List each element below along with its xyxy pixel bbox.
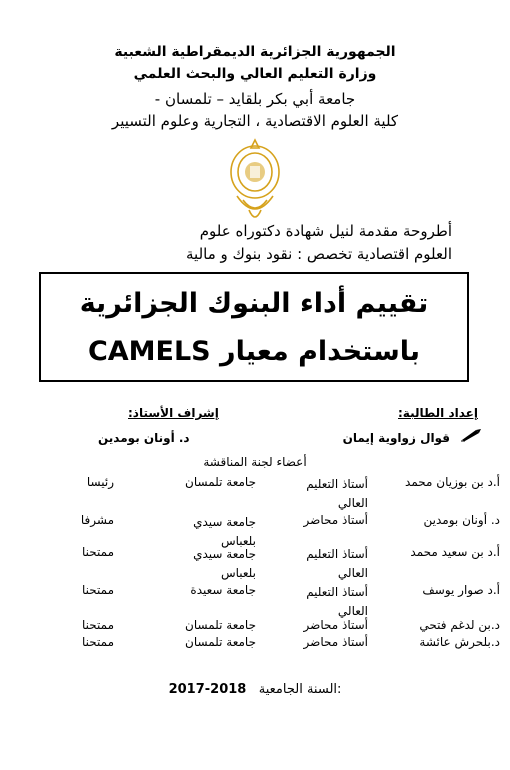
thesis-degree: أطروحة مقدمة لنيل شهادة دكتوراه علوم bbox=[199, 222, 452, 240]
jury-member-name: د.بلحرش عائشة bbox=[419, 635, 500, 649]
academic-year-label: السنة الجامعية: bbox=[258, 682, 342, 697]
jury-member-university: جامعة سعيدة bbox=[190, 583, 256, 597]
jury-member-role: رئيسا bbox=[86, 475, 114, 489]
supervisor-name: د. أونان بومدين bbox=[98, 431, 190, 445]
jury-member-role: ممتحنا bbox=[81, 635, 114, 649]
faculty-name: كلية العلوم الاقتصادية ، التجارية وعلوم التسيير bbox=[111, 112, 399, 130]
jury-member-role: ممتحنا bbox=[81, 618, 114, 632]
republic-heading: الجمهورية الجزائرية الديمقراطية الشعبية bbox=[114, 44, 396, 60]
jury-member-name: أ.د صوار يوسف bbox=[422, 583, 500, 597]
jury-member-university: جامعة تلمسان bbox=[185, 618, 256, 632]
academic-year-value: 2017-2018 bbox=[168, 682, 247, 697]
pen-icon bbox=[460, 428, 482, 442]
jury-member-rank: أستاذ محاضر bbox=[303, 635, 368, 649]
jury-member-rank: أستاذ محاضر bbox=[303, 513, 368, 527]
jury-member-rank: أستاذ التعليم العالي bbox=[306, 585, 368, 618]
jury-member-role: مشرفا bbox=[80, 513, 114, 527]
jury-member-university: جامعة سيدي بلعباس bbox=[193, 515, 256, 548]
thesis-title-line1: تقييم أداء البنوك الجزائرية bbox=[79, 288, 429, 319]
jury-member-name: أ.د بن سعيد محمد bbox=[410, 545, 500, 559]
university-name: جامعة أبي بكر بلقايد – تلمسان - bbox=[154, 90, 356, 108]
supervisor-label: إشراف الأستاذ: bbox=[128, 406, 219, 420]
jury-member-university: جامعة سيدي بلعباس bbox=[193, 547, 256, 580]
jury-member-name: د. أونان بومدين bbox=[423, 513, 500, 527]
jury-member-rank: أستاذ التعليم العالي bbox=[306, 477, 368, 510]
jury-member-rank: أستاذ التعليم العالي bbox=[306, 547, 368, 580]
jury-member-role: ممتحنا bbox=[81, 545, 114, 559]
ministry-heading: وزارة التعليم العالي والبحث العلمي bbox=[133, 66, 377, 82]
jury-member-role: ممتحنا bbox=[81, 583, 114, 597]
jury-member-university: جامعة تلمسان bbox=[185, 635, 256, 649]
student-name: قوال زواوية إيمان bbox=[342, 431, 450, 445]
thesis-title-box bbox=[39, 272, 469, 382]
jury-member-name: د.بن لدغم فتحي bbox=[419, 618, 500, 632]
jury-member-rank: أستاذ محاضر bbox=[303, 618, 368, 632]
university-seal-icon bbox=[225, 136, 285, 226]
prepared-by-label: إعداد الطالبة: bbox=[398, 406, 478, 420]
jury-member-university: جامعة تلمسان bbox=[185, 475, 256, 489]
jury-heading: أعضاء لجنة المناقشة bbox=[203, 455, 307, 469]
thesis-title-line2: باستخدام معيار CAMELS bbox=[87, 336, 421, 367]
thesis-specialty: العلوم اقتصادية تخصص : نقود بنوك و مالية bbox=[186, 245, 452, 263]
jury-member-name: أ.د بن بوزيان محمد bbox=[405, 475, 500, 489]
academic-year bbox=[0, 682, 510, 697]
